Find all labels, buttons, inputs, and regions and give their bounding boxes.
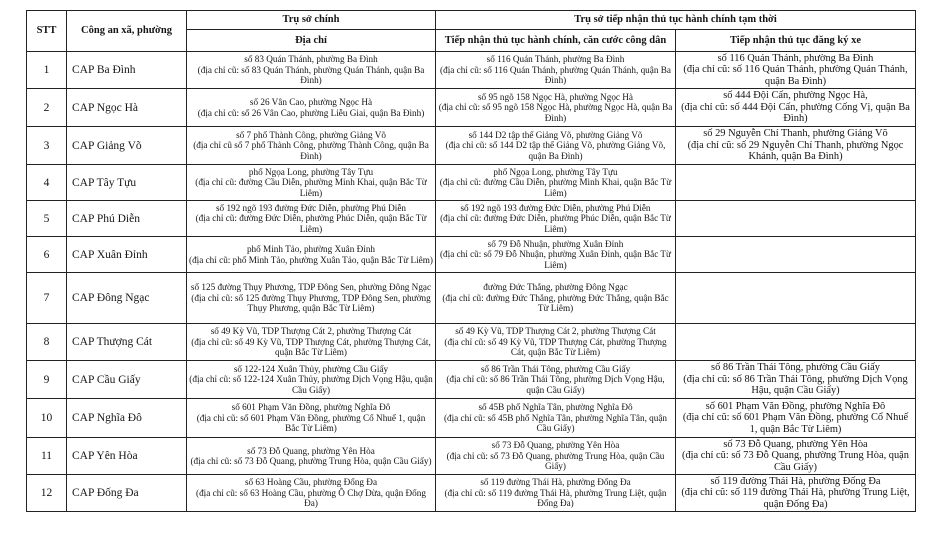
- table-row: [27, 324, 916, 361]
- row-admin-procedures-address: [436, 127, 676, 165]
- row-stt: 6: [27, 237, 67, 273]
- row-headquarters-address: [187, 127, 436, 165]
- admin-old-address: (địa chỉ cũ: số 45B phố Nghĩa Tân, phường Nghĩa Tân, quận Cầu Giấy): [443, 412, 668, 434]
- headquarters-old-address: (địa chỉ cũ: đường Cầu Diễn, phường Minh Khai, quận Bắc Từ Liêm): [195, 177, 427, 198]
- row-police-unit: CAP Ba Đình: [67, 52, 187, 89]
- row-admin-procedures-address: [436, 273, 676, 324]
- police-address-table: [26, 10, 916, 512]
- table-row: [27, 165, 916, 201]
- admin-old-address: (địa chỉ cũ: số 86 Trần Thái Tông, phường Dịch Vọng Hậu, quận Cầu Giấy): [446, 374, 665, 395]
- vehicle-current-address: số 119 đường Thái Hà, phường Đống Đa: [710, 475, 881, 487]
- table-row: [27, 89, 916, 127]
- row-vehicle-registration-address: [676, 237, 916, 273]
- row-admin-procedures-address: [436, 438, 676, 475]
- header-headquarters-address: Địa chỉ: [187, 30, 436, 52]
- admin-current-address: số 192 ngõ 193 đường Đức Diễn, phường Phú Diễn: [460, 202, 651, 213]
- row-police-unit: CAP Thượng Cát: [67, 324, 187, 361]
- row-headquarters-address: [187, 273, 436, 324]
- row-police-unit: CAP Đông Ngạc: [67, 273, 187, 324]
- row-stt: 2: [27, 89, 67, 127]
- headquarters-old-address: (địa chỉ cũ: số 63 Hoàng Cầu, phường Ô Chợ Dừa, quận Đống Đa): [196, 487, 426, 509]
- table-row: [27, 475, 916, 512]
- admin-current-address: số 86 Trần Thái Tông, phường Cầu Giấy: [480, 363, 631, 374]
- row-headquarters-address: [187, 52, 436, 89]
- admin-old-address: (địa chỉ cũ: số 49 Kỳ Vũ, TDP Thượng Cát, phường Thượng Cát, quận Bắc Từ Liêm): [444, 336, 667, 358]
- row-headquarters-address: [187, 399, 436, 438]
- row-police-unit: CAP Phú Diễn: [67, 201, 187, 237]
- row-vehicle-registration-address: [676, 399, 916, 438]
- headquarters-current-address: số 83 Quán Thánh, phường Ba Đình: [244, 54, 378, 65]
- headquarters-current-address: số 125 đường Thụy Phương, TDP Đông Sen, phường Đông Ngạc: [190, 282, 432, 293]
- headquarters-old-address: (địa chỉ cũ: số 122-124 Xuân Thủy, phường Dịch Vọng Hậu, quận Cầu Giấy): [189, 374, 433, 395]
- row-vehicle-registration-address: [676, 52, 916, 89]
- header-police-unit: Công an xã, phường: [67, 11, 187, 52]
- row-admin-procedures-address: [436, 399, 676, 438]
- admin-current-address: đường Đức Thắng, phường Đông Ngạc: [483, 282, 628, 293]
- row-police-unit: CAP Ngọc Hà: [67, 89, 187, 127]
- row-admin-procedures-address: [436, 165, 676, 201]
- admin-current-address: số 144 D2 tập thể Giảng Võ, phường Giảng Võ: [468, 129, 643, 140]
- row-stt: 4: [27, 165, 67, 201]
- row-police-unit: CAP Đống Đa: [67, 475, 187, 512]
- row-vehicle-registration-address: [676, 438, 916, 475]
- row-stt: 7: [27, 273, 67, 324]
- table-row: [27, 52, 916, 89]
- admin-old-address: (địa chỉ cũ: đường Đức Thắng, phường Đức Thắng, quận Bắc Từ Liêm): [442, 292, 669, 314]
- row-vehicle-registration-address: [676, 475, 916, 512]
- headquarters-current-address: số 601 Phạm Văn Đồng, phường Nghĩa Đô: [231, 402, 391, 413]
- row-police-unit: CAP Cầu Giấy: [67, 361, 187, 399]
- row-admin-procedures-address: [436, 237, 676, 273]
- headquarters-current-address: phố Minh Tảo, phường Xuân Đỉnh: [246, 244, 376, 255]
- row-stt: 1: [27, 52, 67, 89]
- row-police-unit: CAP Tây Tựu: [67, 165, 187, 201]
- row-stt: 8: [27, 324, 67, 361]
- admin-current-address: số 45B phố Nghĩa Tân, phường Nghĩa Đô: [478, 402, 633, 413]
- admin-current-address: số 73 Đỗ Quang, phường Yên Hòa: [491, 440, 620, 451]
- row-headquarters-address: [187, 475, 436, 512]
- table-body: [27, 52, 916, 512]
- vehicle-current-address: số 444 Đội Cấn, phường Ngọc Hà,: [723, 90, 868, 102]
- row-headquarters-address: [187, 361, 436, 399]
- vehicle-old-address: (địa chỉ cũ: số 444 Đội Cấn, phường Cống Vị, quận Ba Đình): [681, 101, 910, 125]
- row-stt: 9: [27, 361, 67, 399]
- headquarters-old-address: (địa chỉ cũ: số 49 Kỳ Vũ, TDP Thượng Cát, phường Thượng Cát, quận Bắc Từ Liêm): [191, 336, 431, 358]
- header-admin-procedures: Tiếp nhận thủ tục hành chính, căn cước công dân: [436, 30, 676, 52]
- row-police-unit: CAP Nghĩa Đô: [67, 399, 187, 438]
- vehicle-old-address: (địa chỉ cũ: số 29 Nguyễn Chí Thanh, phường Ngọc Khánh, quận Ba Đình): [687, 139, 904, 163]
- row-police-unit: CAP Yên Hòa: [67, 438, 187, 475]
- headquarters-old-address: (địa chỉ cũ số 7 phố Thành Công, phường Thành Công, quận Ba Đình): [193, 140, 429, 161]
- admin-current-address: số 116 Quán Thánh, phường Ba Đình: [486, 54, 625, 65]
- row-stt: 12: [27, 475, 67, 512]
- row-vehicle-registration-address: [676, 127, 916, 165]
- admin-old-address: (địa chỉ cũ: số 79 Đỗ Nhuận, phường Xuân Đỉnh, quận Bắc Từ Liêm): [439, 249, 672, 270]
- vehicle-current-address: số 86 Trần Thái Tông, phường Cầu Giấy: [711, 362, 880, 374]
- headquarters-current-address: số 73 Đỗ Quang, phường Yên Hòa: [247, 445, 375, 456]
- row-headquarters-address: [187, 89, 436, 127]
- admin-old-address: (địa chỉ cũ: số 95 ngõ 158 Ngọc Hà, phường Ngọc Hà, quận Ba Đình): [438, 102, 673, 123]
- header-vehicle-registration: Tiếp nhận thủ tục đăng ký xe: [676, 30, 916, 52]
- headquarters-current-address: số 122-124 Xuân Thủy, phường Cầu Giấy: [233, 363, 389, 374]
- table-row: [27, 361, 916, 399]
- row-admin-procedures-address: [436, 201, 676, 237]
- table-row: [27, 438, 916, 475]
- admin-current-address: số 119 đường Thái Hà, phường Đống Đa: [480, 477, 631, 488]
- row-admin-procedures-address: [436, 52, 676, 89]
- headquarters-current-address: số 49 Kỳ Vũ, TDP Thượng Cát 2, phường Thượng Cát: [210, 326, 412, 337]
- vehicle-old-address: (địa chỉ cũ: số 86 Trần Thái Tông, phường Dịch Vọng Hậu, quận Cầu Giấy): [683, 373, 908, 397]
- admin-current-address: số 49 Kỳ Vũ, TDP Thượng Cát 2, phường Thượng Cát: [455, 326, 656, 337]
- admin-old-address: (địa chỉ cũ: đường Đức Diễn, phường Phúc Diễn, quận Bắc Từ Liêm): [440, 213, 671, 234]
- row-admin-procedures-address: [436, 324, 676, 361]
- headquarters-current-address: số 7 phố Thành Công, phường Giảng Võ: [236, 129, 386, 140]
- headquarters-old-address: (địa chỉ cũ: số 125 đường Thụy Phương, TDP Đông Sen, phường Thụy Phương, quận Bắc Từ Liêm): [191, 292, 431, 314]
- vehicle-current-address: số 29 Nguyễn Chí Thanh, phường Giảng Võ: [703, 128, 888, 140]
- row-vehicle-registration-address: [676, 361, 916, 399]
- row-headquarters-address: [187, 201, 436, 237]
- headquarters-old-address: (địa chỉ cũ: số 26 Vân Cao, phường Liễu Giai, quận Ba Đình): [197, 107, 425, 118]
- table-row: [27, 237, 916, 273]
- headquarters-current-address: phố Ngọa Long, phường Tây Tựu: [248, 166, 374, 177]
- row-police-unit: CAP Xuân Đỉnh: [67, 237, 187, 273]
- admin-current-address: phố Ngọa Long, phường Tây Tựu: [493, 166, 618, 177]
- header-stt: STT: [27, 11, 67, 52]
- vehicle-old-address: (địa chỉ cũ: số 119 đường Thái Hà, phường Trung Liệt, quận Đống Đa): [681, 487, 910, 510]
- headquarters-old-address: (địa chỉ cũ: số 73 Đỗ Quang, phường Trung Hòa, quận Cầu Giấy): [190, 456, 432, 466]
- headquarters-current-address: số 63 Hoàng Cầu, phường Đống Đa: [244, 477, 378, 488]
- headquarters-old-address: (địa chỉ cũ: số 83 Quán Thánh, phường Quán Thánh, quận Ba Đình): [197, 64, 425, 86]
- row-admin-procedures-address: [436, 475, 676, 512]
- row-vehicle-registration-address: [676, 201, 916, 237]
- row-stt: 10: [27, 399, 67, 438]
- row-vehicle-registration-address: [676, 273, 916, 324]
- row-stt: 5: [27, 201, 67, 237]
- header-headquarters-group: Trụ sở chính: [187, 11, 436, 30]
- vehicle-current-address: số 116 Quán Thánh, phường Ba Đình: [717, 52, 874, 64]
- row-headquarters-address: [187, 438, 436, 475]
- admin-old-address: (địa chỉ cũ: số 119 đường Thái Hà, phường Trung Liệt, quận Đống Đa): [444, 487, 667, 509]
- row-admin-procedures-address: [436, 361, 676, 399]
- row-admin-procedures-address: [436, 89, 676, 127]
- admin-old-address: (địa chỉ cũ: số 73 Đỗ Quang, phường Trung Hòa, quận Cầu Giấy): [446, 450, 665, 472]
- row-headquarters-address: [187, 165, 436, 201]
- table-row: [27, 127, 916, 165]
- admin-current-address: số 95 ngõ 158 Ngọc Hà, phường Ngọc Hà: [477, 91, 634, 102]
- headquarters-current-address: số 26 Vân Cao, phường Ngọc Hà: [249, 97, 373, 108]
- row-headquarters-address: [187, 237, 436, 273]
- admin-old-address: (địa chỉ cũ: đường Cầu Diễn, phường Minh Khai, quận Bắc Từ Liêm): [439, 177, 672, 198]
- police-address-table-sheet: [26, 10, 916, 512]
- admin-old-address: (địa chỉ cũ: số 116 Quán Thánh, phường Quán Thánh, quận Ba Đình): [440, 64, 671, 86]
- row-stt: 11: [27, 438, 67, 475]
- headquarters-old-address: (địa chỉ cũ: đường Đức Diễn, phường Phúc Diễn, quận Bắc Từ Liêm): [195, 213, 427, 234]
- header-temporary-office-group: Trụ sở tiếp nhận thủ tục hành chính tạm thời: [436, 11, 916, 30]
- headquarters-old-address: (địa chỉ cũ: số 601 Phạm Văn Đồng, phường Cổ Nhuế 1, quận Bắc Từ Liêm): [196, 412, 426, 434]
- vehicle-old-address: (địa chỉ cũ: số 116 Quán Thánh, phường Quán Thánh, quận Ba Đình): [683, 64, 908, 87]
- headquarters-current-address: số 192 ngõ 193 đường Đức Diễn, phường Phú Diễn: [215, 202, 407, 213]
- table-row: [27, 273, 916, 324]
- row-vehicle-registration-address: [676, 89, 916, 127]
- row-police-unit: CAP Giảng Võ: [67, 127, 187, 165]
- vehicle-old-address: (địa chỉ cũ: số 73 Đỗ Quang, phường Trung Hòa, quận Cầu Giấy): [681, 450, 909, 473]
- row-vehicle-registration-address: [676, 324, 916, 361]
- row-vehicle-registration-address: [676, 165, 916, 201]
- table-row: [27, 399, 916, 438]
- vehicle-current-address: số 601 Phạm Văn Đồng, phường Nghĩa Đô: [705, 400, 886, 412]
- row-stt: 3: [27, 127, 67, 165]
- row-headquarters-address: [187, 324, 436, 361]
- table-row: [27, 201, 916, 237]
- admin-old-address: (địa chỉ cũ: số 144 D2 tập thể Giảng Võ, phường Giảng Võ, quận Ba Đình): [445, 140, 666, 161]
- headquarters-old-address: (địa chỉ cũ: phố Minh Tảo, phường Xuân Tảo, quận Bắc Từ Liêm): [189, 254, 433, 265]
- admin-current-address: số 79 Đỗ Nhuận, phường Xuân Đỉnh: [487, 238, 624, 249]
- vehicle-current-address: số 73 Đỗ Quang, phường Yên Hòa: [723, 438, 868, 450]
- vehicle-old-address: (địa chỉ cũ: số 601 Phạm Văn Đồng, phường Cổ Nhuế 1, quận Bắc Từ Liêm): [682, 412, 909, 435]
